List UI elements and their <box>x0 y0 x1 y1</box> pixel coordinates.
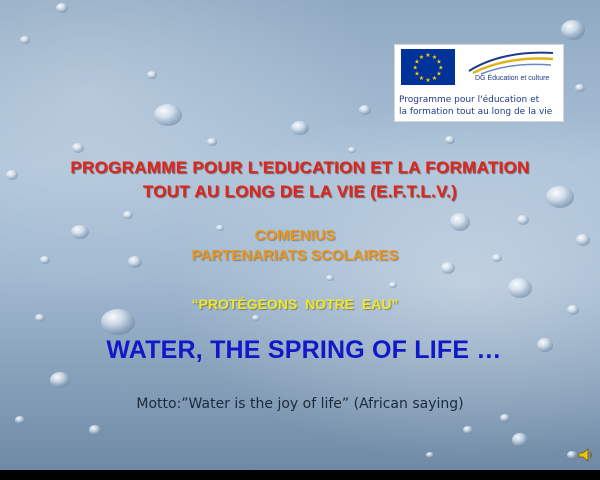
svg-text:★: ★ <box>412 64 418 72</box>
svg-text:★: ★ <box>431 53 438 61</box>
dg-swoosh-icon <box>461 47 559 77</box>
motto-text: Motto:”Water is the joy of life” (African saying) <box>136 396 464 412</box>
svg-text:★: ★ <box>436 58 442 66</box>
dg-label: DG Éducation et culture <box>475 75 550 82</box>
partenariats-heading: PARTENARIATS SCOLAIRES <box>191 247 399 264</box>
svg-text:★: ★ <box>438 64 444 72</box>
svg-text:★: ★ <box>418 53 425 61</box>
slide-title-line2: TOUT AU LONG DE LA VIE (E.F.T.L.V.) <box>142 182 458 201</box>
speaker-icon[interactable] <box>578 448 594 462</box>
programme-label-line1: Programme pour l'éducation et <box>399 95 540 105</box>
protegeons-slogan: “PROTÉGEONS NOTRE EAU” <box>191 296 399 312</box>
eu-logo-box <box>394 44 564 122</box>
svg-text:★: ★ <box>414 58 420 66</box>
comenius-heading: COMENIUS <box>254 227 336 244</box>
svg-text:★: ★ <box>436 70 442 78</box>
eu-flag-icon <box>401 49 455 85</box>
svg-text:★: ★ <box>418 75 425 82</box>
svg-text:★: ★ <box>414 70 420 78</box>
programme-label-line2: la formation tout au long de la vie <box>399 107 553 117</box>
water-title: WATER, THE SPRING OF LIFE … <box>106 336 502 364</box>
slide-title-line1: PROGRAMME POUR L'EDUCATION ET LA FORMATION <box>70 158 530 177</box>
svg-text:★: ★ <box>425 52 431 59</box>
svg-text:★: ★ <box>425 77 431 84</box>
svg-text:★: ★ <box>431 75 438 82</box>
